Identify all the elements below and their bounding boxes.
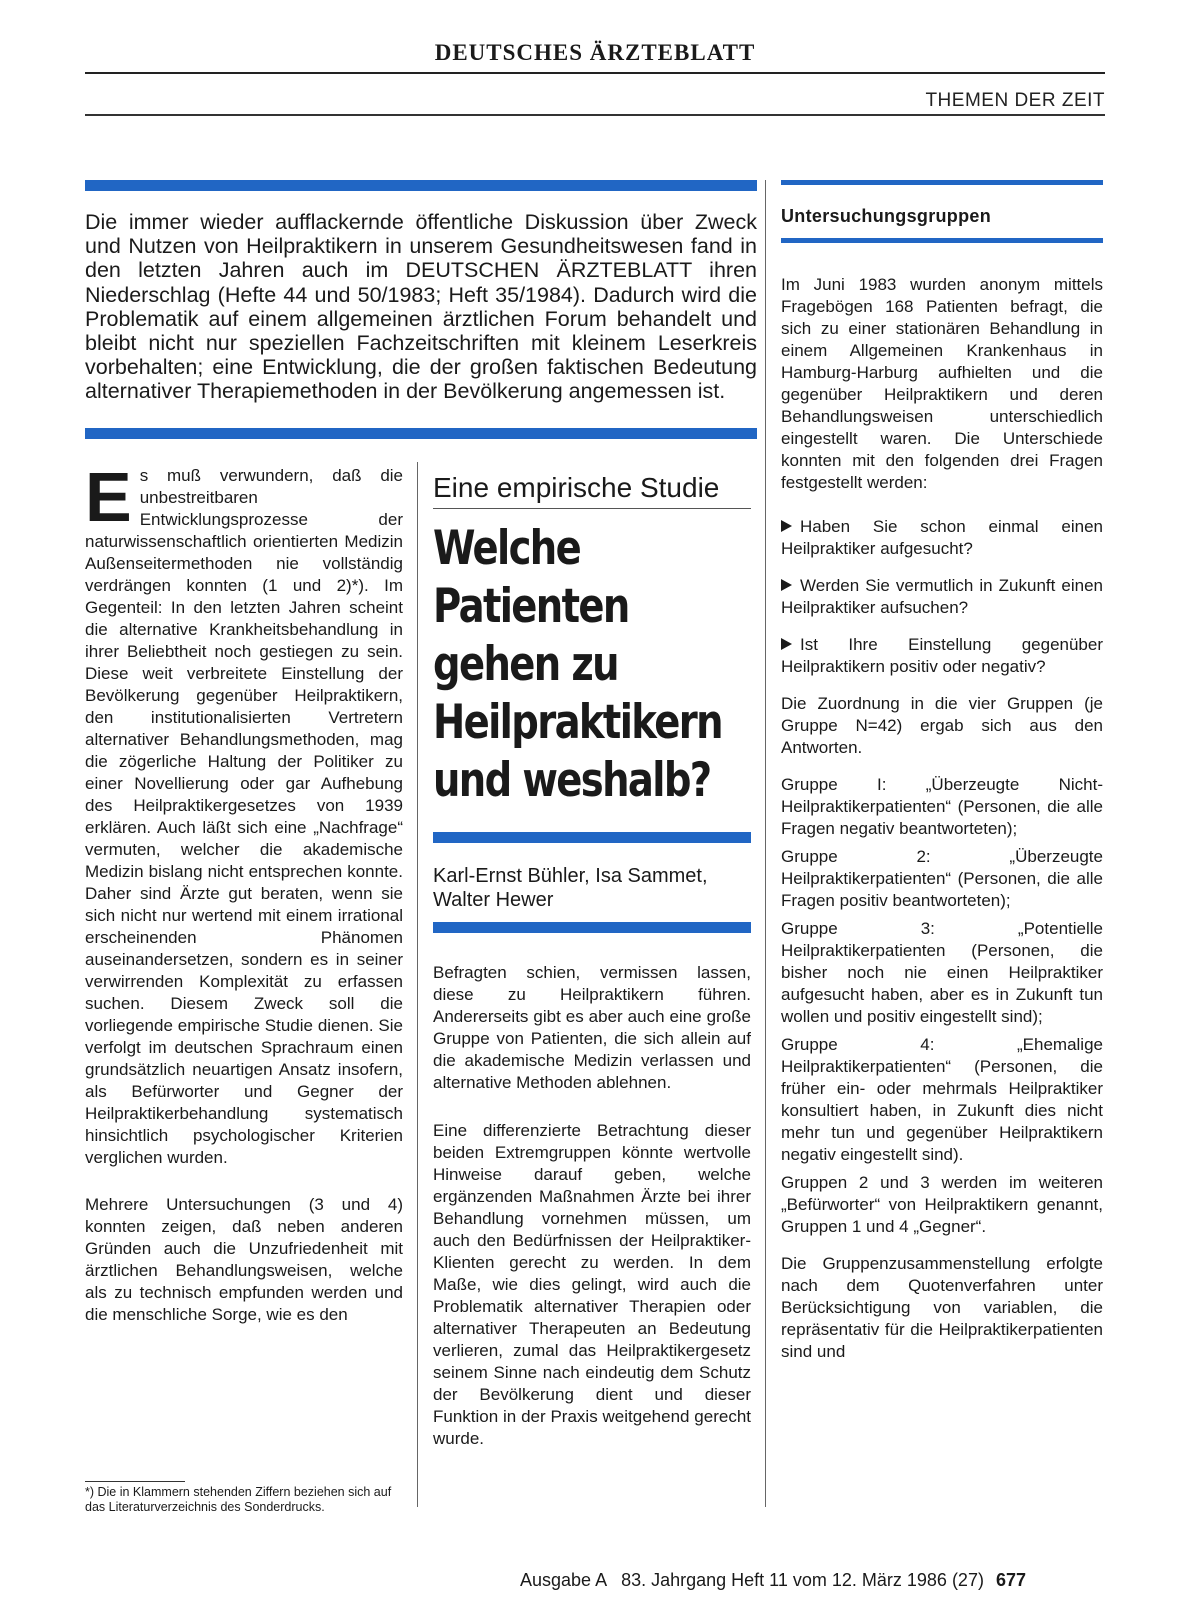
page-number: 677 xyxy=(995,1570,1026,1590)
authors-top-bar xyxy=(433,832,751,843)
header-rule-secondary xyxy=(85,114,1105,116)
subheading: Untersuchungsgruppen xyxy=(781,206,992,226)
headline-line: und weshalb? xyxy=(433,753,711,808)
column-divider xyxy=(765,180,766,1507)
body-paragraph: Gruppen 2 und 3 werden im weiteren „Befürworter“ von Heilpraktikern genannt, Gruppen 1 und 4 „Gegner“. xyxy=(781,1173,1103,1236)
masthead: DEUTSCHES ÄRZTEBLATT xyxy=(434,40,756,65)
headline-line: Welche xyxy=(433,521,581,576)
section-label: THEMEN DER ZEIT xyxy=(925,90,1105,111)
kicker-rule xyxy=(433,508,751,509)
triangle-bullet-icon xyxy=(781,520,792,532)
column-divider xyxy=(417,462,418,1507)
headline-line: Heilpraktikern xyxy=(433,695,722,750)
article-authors: Karl-Ernst Bühler, Isa Sammet, Walter Hewer xyxy=(433,865,708,911)
page-footer xyxy=(520,1570,1026,1591)
header-rule xyxy=(85,72,1105,74)
body-paragraph: Eine differenzierte Betrachtung dieser beiden Extremgruppen könnte wertvolle Hinweise darauf geben, welche ergänzenden Maßnahmen Ärzte bei ihrer Behandlung vornehmen müssen, um auch den Bedürfnissen der Heilpraktiker-Klienten gerecht zu werden. In dem Maße, wie dies gelingt, wird auch die Problematik alternativer Therapien oder alternativer Therapeuten an Bedeutung verlieren, zumal das Heilpraktikergesetz seinem Sinne nach eindeutig dem Schutz der Bevölkerung dient und dieser Funktion in der Praxis weitgehend gerecht wurde. xyxy=(433,1121,751,1448)
group-definition: Gruppe 4: „Ehemalige Heilpraktikerpatienten“ (Personen, die früher ein- oder mehrmals Heilpraktiker konsultiert haben, in Zukunft dies nicht mehr tun und gegenüber Heilpraktikern negativ eingestellt sind). xyxy=(781,1035,1103,1164)
body-paragraph: Im Juni 1983 wurden anonym mittels Fragebögen 168 Patienten befragt, die sich zu einer stationären Behandlung in einem Allgemeinen Krankenhaus in Hamburg-Harburg aufhielten und die gegenüber Heilpraktikern und deren Behandlungsweisen unterschiedlich eingestellt waren. Die Unterschiede konnten mit den folgenden drei Fragen festgestellt werden: xyxy=(781,275,1103,492)
group-definition: Gruppe 3: „Potentielle Heilpraktikerpatienten (Personen, die bisher noch nie einen Heilpraktiker aufgesucht haben, aber es in Zukunft tun wollen und positiv eingestellt sind); xyxy=(781,919,1103,1026)
group-definition: Gruppe 2: „Überzeugte Heilpraktikerpatienten“ (Personen, die alle Fragen positiv beantworteten); xyxy=(781,847,1103,910)
body-paragraph: Befragten schien, vermissen lassen, diese zu Heilpraktikern führen. Andererseits gibt es aber auch eine große Gruppe von Patienten, die sich allein auf die akademische Medizin verlassen und alternative Methoden ablehnen. xyxy=(433,963,751,1092)
question-item: Haben Sie schon einmal einen Heilpraktiker aufgesucht? xyxy=(781,517,1103,558)
footnote: *) Die in Klammern stehenden Ziffern beziehen sich auf das Literaturverzeichnis des Sonderdrucks. xyxy=(85,1485,392,1514)
triangle-bullet-icon xyxy=(781,638,792,650)
headline-line: gehen zu xyxy=(433,637,618,692)
column-3 xyxy=(781,274,1103,1378)
article-kicker: Eine empirische Studie xyxy=(433,472,720,503)
footnote-rule xyxy=(85,1481,185,1482)
subhead-top-bar xyxy=(781,180,1103,185)
body-paragraph: Die Gruppenzusammenstellung erfolgte nach dem Quotenverfahren unter Berücksichtigung von variablen, die repräsentativ für die Heilpraktikerpatienten sind und xyxy=(781,1254,1103,1361)
drop-cap: E xyxy=(85,458,132,536)
authors-bottom-bar xyxy=(433,922,751,933)
body-paragraph: Es muß verwundern, daß die unbestreitbaren Entwicklungsprozesse der naturwissenschaftlich orientierten Medizin Außenseitermethoden nie vollständig verdrängen konnten (1 und 2)*). Im Gegenteil: In den letzten Jahren scheint die alternative Krankheitsbehandlung in ihrer Beliebtheit noch gestiegen zu sein. Diese weit verbreitete Einstellung der Bevölkerung gegenüber Heilpraktikern, den institutionalisierten Vertretern alternativer Behandlungsmethoden, mag die zögerliche Haltung der Politiker zu einer Novellierung oder gar Aufhebung des Heilpraktikergesetzes von 1939 erklären. Auch läßt sich eine „Nachfrage“ vermuten, welcher die akademische Medizin bislang nicht entsprechen konnte. Daher sind Ärzte gut beraten, wenn sie sich nicht nur wertend mit einem irrational erscheinenden Phänomen auseinandersetzen, sondern es in seiner verwirrenden Komplexität zu erfassen suchen. Diesem Zweck soll die vorliegende empirische Studie dienen. Sie verfolgt im deutschen Sprachraum einen grundsätzlich neuartigen Ansatz insofern, als Befürworter und Gegner der Heilpraktikerbehandlung systematisch hinsichtlich psychologischer Kriterien verglichen wurden. xyxy=(85,458,403,1167)
body-paragraph: Mehrere Untersuchungen (3 und 4) konnten zeigen, daß neben anderen Gründen auch die Unzufriedenheit mit ärztlichen Behandlungsweisen, welche als zu technisch empfunden werden und die menschliche Sorge, wie es den xyxy=(85,1195,403,1324)
question-item: Ist Ihre Einstellung gegenüber Heilpraktikern positiv oder negativ? xyxy=(781,635,1103,676)
column-1 xyxy=(85,458,403,1341)
headline-line: Patienten xyxy=(433,579,629,634)
issue-info: Ausgabe A 83. Jahrgang Heft 11 vom 12. März 1986 (27) xyxy=(520,1570,984,1590)
lead-top-bar xyxy=(85,180,757,191)
body-paragraph: Die Zuordnung in die vier Gruppen (je Gruppe N=42) ergab sich aus den Antworten. xyxy=(781,694,1103,757)
lead-bottom-bar xyxy=(85,428,757,439)
question-item: Werden Sie vermutlich in Zukunft einen Heilpraktiker aufsuchen? xyxy=(781,576,1103,617)
column-2 xyxy=(433,962,751,1465)
subhead-bottom-bar xyxy=(781,238,1103,243)
group-definition: Gruppe I: „Überzeugte Nicht-Heilpraktikerpatienten“ (Personen, die alle Fragen negativ beantworteten); xyxy=(781,775,1103,838)
lead-paragraph: Die immer wieder aufflackernde öffentliche Diskussion über Zweck und Nutzen von Heilpraktikern in unserem Gesundheitswesen fand in den letzten Jahren auch im DEUTSCHEN ÄRZTEBLATT ihren Niederschlag (Hefte 44 und 50/1983; Heft 35/1984). Dadurch wird die Problematik auf einem allgemeinen ärztlichen Forum behandelt und bleibt nicht nur speziellen Fachzeitschriften mit kleinem Leserkreis vorbehalten; eine Entwicklung, die der großen faktischen Bedeutung alternativer Therapiemethoden in der Bevölkerung angemessen ist. xyxy=(85,210,757,404)
article-headline xyxy=(433,520,722,810)
triangle-bullet-icon xyxy=(781,579,792,591)
